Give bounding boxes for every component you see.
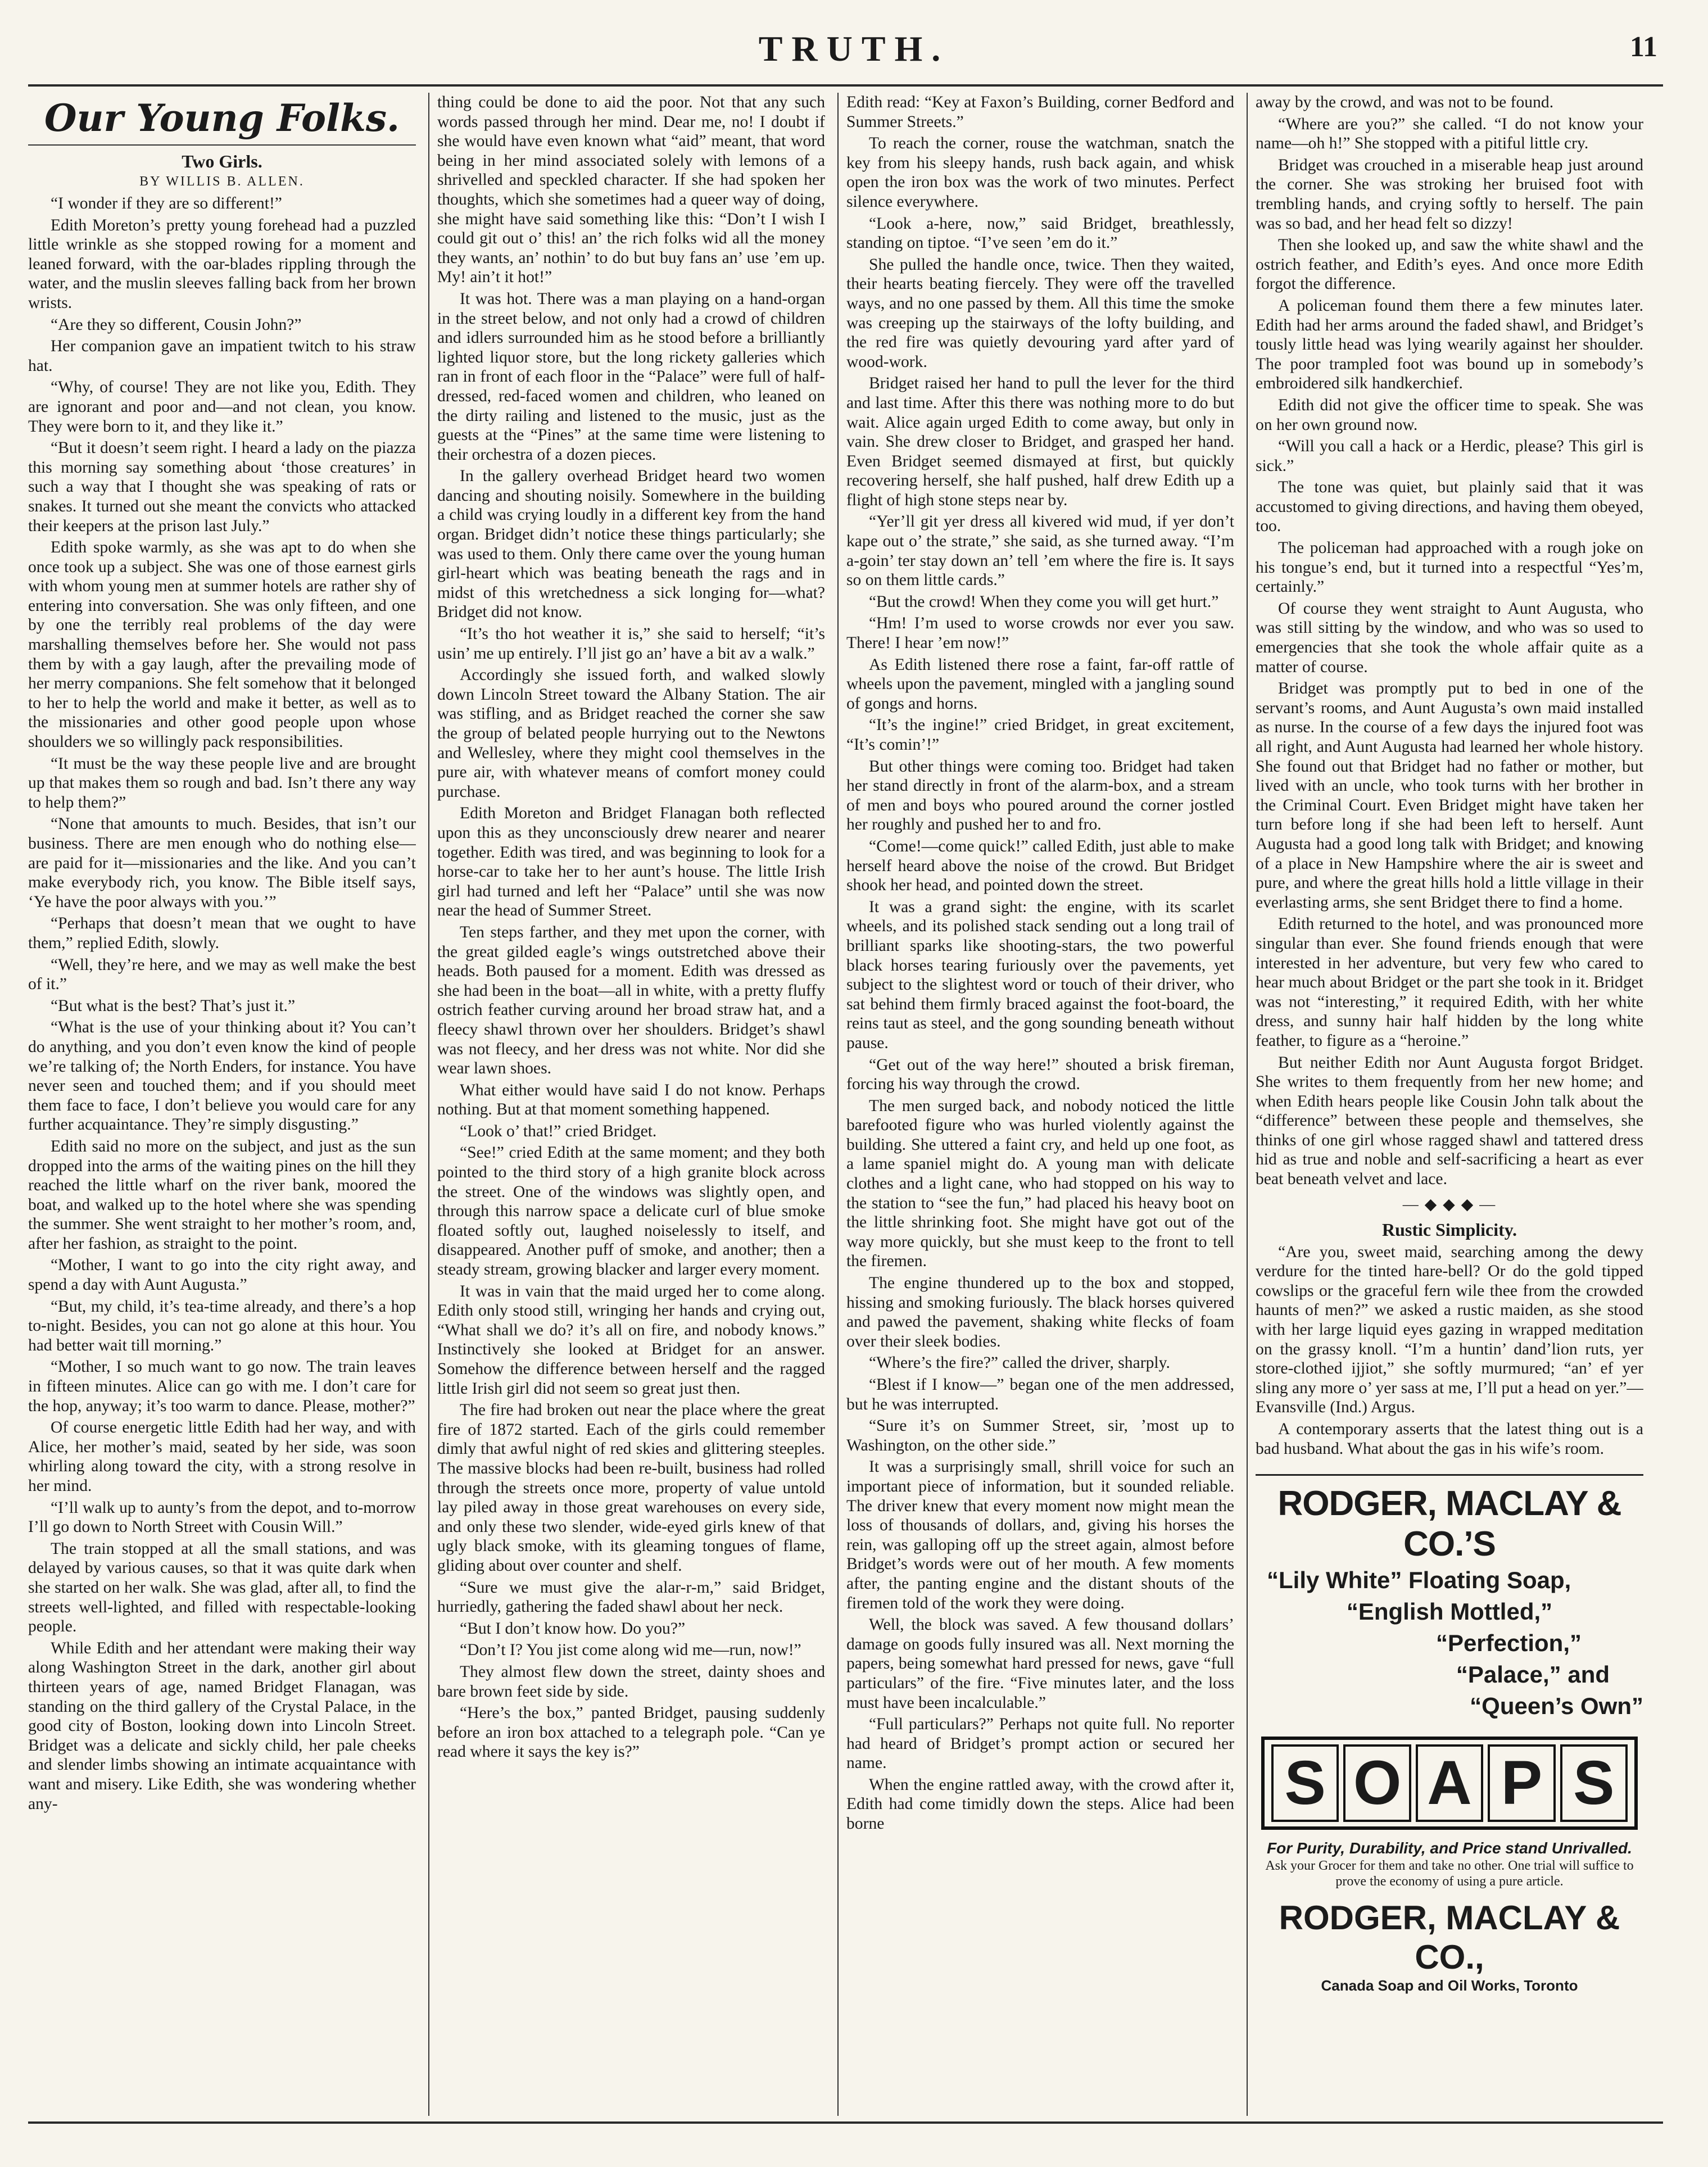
paragraph: But neither Edith nor Aunt Augusta forgot Bridget. She writes to them frequently from her new home; and when Edith hears people like Cousin John talk about the “difference” between these people and themselves, she thinks of one girl whose ragged shawl and tattered dress hid as true and noble and self-sacrificing a heart as ever beat beneath velvet and lace.: [1256, 1053, 1643, 1189]
paragraph: thing could be done to aid the poor. Not that any such words passed through her mind. Dear me, no! I doubt if she would have even known what “aid” meant, that word being in her mind associated solely with lemons of a shrivelled and speckled character. If she had spoken her thoughts, which she sometimes had a queer way of doing, she might have said something like this: “Don’t I wish I could git out o’ this! an’ the rich folks wid all the money they wants, an’ nothin’ to do but buy fans an’ use ’em up. My! ain’t it hot!”: [437, 93, 825, 287]
soaps-letter: A: [1416, 1744, 1483, 1822]
paragraph: “I’ll walk up to aunty’s from the depot, and to-morrow I’ll go down to North Street with Cousin Will.”: [28, 1498, 416, 1536]
paragraph: Of course energetic little Edith had her way, and with Alice, her mother’s maid, seated by her side, was soon whirling along toward the city, with a strong resolve in her mind.: [28, 1418, 416, 1495]
ad-line: “English Mottled,”: [1346, 1598, 1553, 1625]
column-2-text: [437, 93, 825, 1762]
paragraph: “Get out of the way here!” shouted a brisk fireman, forcing his way through the crowd.: [846, 1055, 1234, 1094]
soaps-logo: [1261, 1737, 1638, 1830]
paragraph: Edith Moreton and Bridget Flanagan both reflected upon this as they unconsciously drew nearer and nearer together. Edith was tired, and was beginning to look for a horse-car to take her to her aunt’s house. The little Irish girl had turned and left her “Palace” until she was now near the head of Summer Street.: [437, 804, 825, 920]
top-rule: [28, 84, 1663, 87]
paragraph: “Where are you?” she called. “I do not know your name—oh h!” She stopped with a pitiful little cry.: [1256, 115, 1643, 153]
paragraph: Edith read: “Key at Faxon’s Building, corner Bedford and Summer Streets.”: [846, 93, 1234, 131]
soaps-letter: P: [1488, 1744, 1555, 1822]
paragraph: “It must be the way these people live and are brought up that makes them so rough and bad. Isn’t there any way to help them?”: [28, 754, 416, 812]
paragraph: Edith did not give the officer time to speak. She was on her own ground now.: [1256, 396, 1643, 434]
paragraph: It was hot. There was a man playing on a hand-organ in the street below, and not only had a crowd of children and idlers surrounded him as he stood before a brilliantly lighted liquor store, but the long rickety galleries which ran in front of each floor in the “Palace” were full of half-dressed, red-faced women and children, who leaned on the dirty railing and listened to the music, just as the guests at the “Pines” at the same time were listening to their orchestra of a dozen pieces.: [437, 289, 825, 464]
paragraph: It was a grand sight: the engine, with its scarlet wheels, and its polished stack sending out a long trail of brilliant sparks like shooting-stars, the two powerful black horses tearing furiously over the pavements, yet subject to the slightest word or touch of their driver, who sat behind them firmly braced against the foot-board, the reins taut as steel, and the gong sounding beneath without pause.: [846, 897, 1234, 1052]
paragraph: “Sure it’s on Summer Street, sir, ’most up to Washington, on the other side.”: [846, 1417, 1234, 1454]
paragraph: “But I don’t know how. Do you?”: [460, 1619, 686, 1638]
paragraph: As Edith listened there rose a faint, far-off rattle of wheels upon the pavement, mingled with a jangling sound of gongs and horns.: [846, 655, 1234, 713]
paragraph: Accordingly she issued forth, and walked slowly down Lincoln Street toward the Albany Station. The air was stifling, and as Bridget reached the corner she saw the group of belated people hurrying out to the Newtons and Wellesley, where they might cool themselves in the pure air, with whatever means of comfort money could purchase.: [437, 666, 825, 801]
paragraph: “I wonder if they are so different!”: [51, 194, 282, 212]
paragraph: The engine thundered up to the box and stopped, hissing and smoking furiously. The black horses quivered and pawed the pavement, shaking white flecks of foam over their sleek bodies.: [846, 1274, 1234, 1350]
ad-address: Canada Soap and Oil Works, Toronto: [1321, 1977, 1578, 1994]
paragraph: When the engine rattled away, with the crowd after it, Edith had come timidly down the steps. Alice had been borne: [846, 1775, 1234, 1833]
paragraph: “Full particulars?” Perhaps not quite full. No reporter had heard of Bridget’s prompt action or secured her name.: [846, 1715, 1234, 1772]
ad-small-print: Ask your Grocer for them and take no other. One trial will suffice to prove the economy of using a pure article.: [1265, 1858, 1634, 1889]
masthead-title: TRUTH.: [758, 29, 950, 69]
soaps-letter: S: [1560, 1744, 1628, 1822]
article-columns: [28, 93, 1647, 2116]
paragraph: She pulled the handle once, twice. Then they waited, their hearts beating fiercely. They were off the travelled ways, and no one passed by them. All this time the smoke was creeping up the stairways of the lofty building, and the red fire was quietly devouring yard after yard of wood-work.: [846, 255, 1234, 371]
paragraph: In the gallery overhead Bridget heard two women dancing and shouting noisily. Somewhere in the building a child was crying loudly in a different key from the hand organ. Bridget didn’t notice these things particularly; she was used to them. Only there came over the young human girl-heart which was beating beneath the rags and in midst of this wretchedness a sick longing for—what? Bridget did not know.: [437, 467, 825, 622]
paragraph: Bridget was crouched in a miserable heap just around the corner. She was stroking her bruised foot with trembling hands, and crying softly to herself. The pain was so bad, and her head felt so dizzy!: [1256, 156, 1643, 233]
paragraph: But other things were coming too. Bridget had taken her stand directly in front of the alarm-box, and a stream of men and boys who poured around the corner jostled her roughly and pushed her to and fro.: [846, 757, 1234, 834]
ad-line: “Palace,” and: [1456, 1661, 1610, 1688]
paragraph: “Look a-here, now,” said Bridget, breathlessly, standing on tiptoe. “I’ve seen ’em do it.”: [846, 214, 1234, 252]
paragraph: Then she looked up, and saw the white shawl and the ostrich feather, and Edith’s eyes. And once more Edith forgot the difference.: [1256, 236, 1643, 293]
column-divider: [428, 93, 429, 2116]
ad-line: “Lily White” Floating Soap,: [1267, 1567, 1571, 1594]
column-4: [1256, 93, 1643, 2116]
paragraph: “Well, they’re here, and we may as well make the best of it.”: [28, 955, 416, 994]
paragraph: What either would have said I do not know. Perhaps nothing. But at that moment something happened.: [437, 1081, 825, 1119]
paragraph: The train stopped at all the small stations, and was delayed by various causes, so that it was quite dark when she started on her walk. She was glad, after all, to find the streets well-lighted, and filled with respectable-looking people.: [28, 1539, 416, 1636]
paragraph: The tone was quiet, but plainly said that it was accustomed to giving directions, and having them obeyed, too.: [1256, 478, 1643, 536]
paragraph: Edith returned to the hotel, and was pronounced more singular than ever. She found friends enough that were interested in her adventure, but very few who cared to hear much about Bridget or the part she took in it. Bridget was not “interesting,” it required Edith, with her white dress, and sunny hair half hidden by the long white feather, to figure as a “heroine.”: [1256, 915, 1643, 1050]
paragraph: “Where’s the fire?” called the driver, sharply.: [869, 1354, 1170, 1372]
paragraph: “Perhaps that doesn’t mean that we ought to have them,” replied Edith, slowly.: [28, 914, 416, 952]
paragraph: “Here’s the box,” panted Bridget, pausing suddenly before an iron box attached to a telegraph pole. “Can ye read where it says the key is?”: [437, 1704, 825, 1761]
paragraph: “What is the use of your thinking about it? You can’t do anything, and you don’t even know the kind of people we’re talking of; the North Enders, for instance. You have never seen and touched them; and if you should meet them face to face, I don’t believe you would care for any further acquaintance. They’re simply disgusting.”: [28, 1018, 416, 1134]
paragraph: Bridget raised her hand to pull the lever for the third and last time. After this there was nothing more to do but wait. Alice again urged Edith to come away, but only in vain. She drew closer to Bridget, and grasped her hand. Even Bridget seemed dismayed at first, but quickly recovering herself, she half pushed, half drew Edith up a flight of high stone steps near by.: [846, 374, 1234, 509]
paragraph: “It’s tho hot weather it is,” she said to herself; “it’s usin’ me up entirely. I’ll jist go an’ have a bit av a walk.”: [437, 625, 825, 663]
paragraph: The fire had broken out near the place where the great fire of 1872 started. Each of the girls could remember dimly that awful night of red skies and glittering steeples. The massive blocks had been re-built, business had rolled through the streets once more, property of value untold lay piled away in those great warehouses on every side, and only these two slender, wide-eyed girls knew of that ugly black smoke, with its gleaming tongues of flame, gliding about over counter and shelf.: [437, 1401, 825, 1575]
paragraph: The men surged back, and nobody noticed the little barefooted figure who was hurled violently against the building. She uttered a faint cry, and held up one foot, as a lame spaniel might do. A young man with delicate clothes and a light cane, who had stopped on his way to the station to “see the fun,” had placed his heavy boot on the little shrinking foot. She might have got out of the way more quickly, but she must keep to the front to tell the firemen.: [846, 1096, 1234, 1271]
paragraph: “Sure we must give the alar-r-m,” said Bridget, hurriedly, gathering the faded shawl about her neck.: [437, 1578, 825, 1616]
paragraph: “But the crowd! When they come you will get hurt.”: [869, 592, 1219, 611]
paragraph: Her companion gave an impatient twitch to his straw hat.: [28, 337, 416, 375]
story-byline: BY WILLIS B. ALLEN.: [139, 174, 305, 189]
paragraph: “Blest if I know—” began one of the men addressed, but he was interrupted.: [846, 1376, 1234, 1413]
paragraph: Well, the block was saved. A few thousand dollars’ damage on goods fully insured was all. Next morning the papers, being somewhat hard pressed for news, gave “full particulars” of the fire. “Five minutes later, and the loss must have been incalculable.”: [846, 1616, 1234, 1712]
column-3-text: [846, 93, 1234, 1834]
paragraph: “None that amounts to much. Besides, that isn’t our business. There are men enough who do nothing else—are paid for it—missionaries and the like. And you can’t make everybody rich, you know. The Bible itself says, ‘Ye have the poor always with you.’”: [28, 815, 416, 911]
paragraph: “But it doesn’t seem right. I heard a lady on the piazza this morning say something about ‘those creatures’ in such a way that I thought she was speaking of rats or snakes. It turned out she meant the convicts who attacked their keepers at the prison last July.”: [28, 439, 416, 535]
column-1: [28, 93, 416, 2116]
paragraph: A policeman found them there a few minutes later. Edith had her arms around the faded shawl, and Bridget’s tously little head was lying wearily against her shoulder. The poor trampled foot was bound up in somebody’s embroidered silk handkerchief.: [1256, 296, 1643, 393]
ad-brand-footer: RODGER, MACLAY & CO.,: [1279, 1899, 1620, 1976]
paragraph: “Come!—come quick!” called Edith, just able to make herself heard above the noise of the crowd. But Bridget shook her head, and pointed down the street.: [846, 837, 1234, 895]
column-3: [846, 93, 1234, 2116]
column-2: [437, 93, 825, 2116]
rustic-text: “Are you, sweet maid, searching among the dewy verdure for the tinted hare-bell? Or do the gold tipped cowslips or the graceful fern wile thee from the crowded haunts of men?” we asked a rustic maiden, as she stood with her large liquid eyes gazing in wrapped meditation on the grassy knoll. “I’m a huntin’ dand’lion ruts, yer store-clothed ijjiot,” she softly murmured; “an’ ef yer sling any more o’ yer sass at me, I’ll put a head on yer.”—Evansville (Ind.) Argus.: [1256, 1243, 1643, 1417]
bottom-rule: [28, 2121, 1663, 2124]
paragraph: “It’s the ingine!” cried Bridget, in great excitement, “It’s comin’!”: [846, 716, 1234, 754]
paragraph: “But, my child, it’s tea-time already, and there’s a hop to-night. Besides, you can not go alone at this hour. You had better wait till morning.”: [28, 1297, 416, 1354]
paragraph: “Mother, I want to go into the city right away, and spend a day with Aunt Augusta.”: [28, 1256, 416, 1294]
paragraph: While Edith and her attendant were making their way along Washington Street in the dark, another girl about thirteen years of age, named Bridget Flanagan, was standing on the third gallery of the Crystal Palace, in the good city of Boston, looking down into Lincoln Street. Bridget was a delicate and sickly child, her pale cheeks and slender limbs showing an intimate acquaintance with want and misery. Like Edith, she was wondering whether any-: [28, 1639, 416, 1813]
paragraph: “Hm! I’m used to worse crowds nor ever you saw. There! I hear ’em now!”: [846, 614, 1234, 652]
paragraph: “Why, of course! They are not like you, Edith. They are ignorant and poor and—and not clean, you know. They were born to it, and they like it.”: [28, 378, 416, 436]
paragraph: They almost flew down the street, dainty shoes and bare brown feet side by side.: [437, 1662, 825, 1701]
paragraph: “But what is the best? That’s just it.”: [51, 996, 296, 1015]
ad-brand: RODGER, MACLAY & CO.’S: [1277, 1484, 1621, 1564]
soaps-letter: O: [1343, 1744, 1411, 1822]
paragraph: Ten steps farther, and they met upon the corner, with the great gilded eagle’s wings outstretched above their heads. Both paused for a moment. Edith was dressed as she had been in the boat—all in white, with a pretty fluffy ostrich feather curving around her broad straw hat, and a fleecy shawl thrown over her shoulders. Bridget’s shawl was not fleecy, and her dress was not white. Nor did she wear lawn shoes.: [437, 923, 825, 1078]
paragraph: “Yer’ll git yer dress all kivered wid mud, if yer don’t kape out o’ the strate,” she said, as she turned away. “I’m a-goin’ ter stay down an’ tell ’em where the fire is. It says so on them little cards.”: [846, 513, 1234, 590]
page-number: 11: [1629, 31, 1657, 63]
husband-quip: A contemporary asserts that the latest thing out is a bad husband. What about the gas in his wife’s room.: [1256, 1420, 1643, 1458]
paragraph: Edith Moreton’s pretty young forehead had a puzzled little wrinkle as she stopped rowing for a moment and leaned forward, with the oar-blades rippling through the water, and the muslin sleeves falling back from her brown wrists.: [28, 216, 416, 312]
column-divider: [837, 93, 839, 2116]
paragraph: The policeman had approached with a rough joke on his tongue’s end, but it turned into a respectful “Yes’m, certainly.”: [1256, 539, 1643, 596]
ornamental-divider: — ◆ ◆ ◆ —: [1402, 1195, 1497, 1213]
soap-advertisement: [1256, 1474, 1643, 1994]
paragraph: “Are they so different, Cousin John?”: [51, 315, 302, 334]
paragraph: It was in vain that the maid urged her to come along. Edith only stood still, wringing her hands and crying out, “What shall we do? it’s all on fire, and nobody knows.” Instinctively she looked at Bridget for an answer. Somehow the difference between herself and the ragged little Irish girl did not seem so great just then.: [437, 1282, 825, 1398]
soaps-letter: S: [1271, 1744, 1339, 1822]
paragraph: To reach the corner, rouse the watchman, snatch the key from his sleepy hands, rush back again, and whisk open the iron box was the work of two minutes. Perfect silence everywhere.: [846, 134, 1234, 211]
ad-tagline: For Purity, Durability, and Price stand Unrivalled.: [1267, 1839, 1632, 1857]
paragraph: “Don’t I? You jist come along wid me—run, now!”: [460, 1641, 801, 1660]
ad-line: “Queen’s Own”: [1470, 1693, 1643, 1720]
column-4-text: [1256, 93, 1643, 1189]
paragraph: It was a surprisingly small, shrill voice for such an important piece of information, but it sounded reliable. The driver knew that every moment now might mean the loss of thousands of dollars, and, giving his horses the rein, was galloping off up the street again, almost before Bridget’s words were out of her mouth. A few moments after, the panting engine and the distant shouts of the firemen told of the work they were doing.: [846, 1458, 1234, 1612]
paragraph: “Look o’ that!” cried Bridget.: [460, 1122, 657, 1140]
paragraph: Bridget was promptly put to bed in one of the servant’s rooms, and Aunt Augusta’s own maid installed as nurse. In the course of a few days the injured foot was all right, and Aunt Augusta had learned her whole history. She found out that Bridget had no father or mother, but lived with an uncle, who took turns with her brother in the Criminal Court. Even Bridget might have taken her turn before long if she had been left to herself. Aunt Augusta had a good long talk with Bridget; and knowing of a place in New Hampshire where the air is sweet and pure, and where the great hills hold a little village in their everlasting arms, she sent Bridget there to find a home.: [1256, 679, 1643, 912]
paragraph: Edith said no more on the subject, and just as the sun dropped into the arms of the waiting pines on the hill they reached the little wharf on the river bank, moored the boat, and walked up to the hotel where she was spending the summer. She went straight to her mother’s room, and, after her fashion, as straight to the point.: [28, 1137, 416, 1253]
column-divider: [1247, 93, 1248, 2116]
paragraph: “See!” cried Edith at the same moment; and they both pointed to the third story of a high granite block across the street. One of the windows was slightly open, and through this narrow space a delicate curl of blue smoke floated softly out, laughed noiselessly to itself, and disappeared. Another puff of smoke, and another; then a steady stream, growing blacker and larger every moment.: [437, 1144, 825, 1279]
page-header: [34, 22, 1674, 90]
story-title: Two Girls.: [182, 151, 262, 171]
paragraph: away by the crowd, and was not to be found.: [1256, 93, 1554, 111]
paragraph: “Mother, I so much want to go now. The train leaves in fifteen minutes. Alice can go with me. I don’t care for the hop, anyway; it’s too warm to dance. Please, mother?”: [28, 1358, 416, 1415]
paragraph: Of course they went straight to Aunt Augusta, who was still sitting by the window, and who was so used to emergencies that she took the whole affair quite as a matter of course.: [1256, 599, 1643, 676]
section-title: Our Young Folks.: [28, 96, 416, 146]
paragraph: “Will you call a hack or a Herdic, please? This girl is sick.”: [1256, 437, 1643, 475]
ad-line: “Perfection,”: [1435, 1630, 1582, 1657]
rustic-title: Rustic Simplicity.: [1381, 1219, 1517, 1240]
column-1-text: [28, 194, 416, 1814]
paragraph: Edith spoke warmly, as she was apt to do when she once took up a subject. She was one of those earnest girls with whom young men at summer hotels are rather shy of entering into conversation. She was only fifteen, and one by one the terribly real problems of the day were marshalling themselves before her. She would not pass them by with a gay laugh, after the prevailing mode of her merry companions. She felt somehow that it belonged to her to help the world and make it better, as well as to the missionaries and other good people upon whose shoulders we so willingly pack responsibilities.: [28, 538, 416, 751]
